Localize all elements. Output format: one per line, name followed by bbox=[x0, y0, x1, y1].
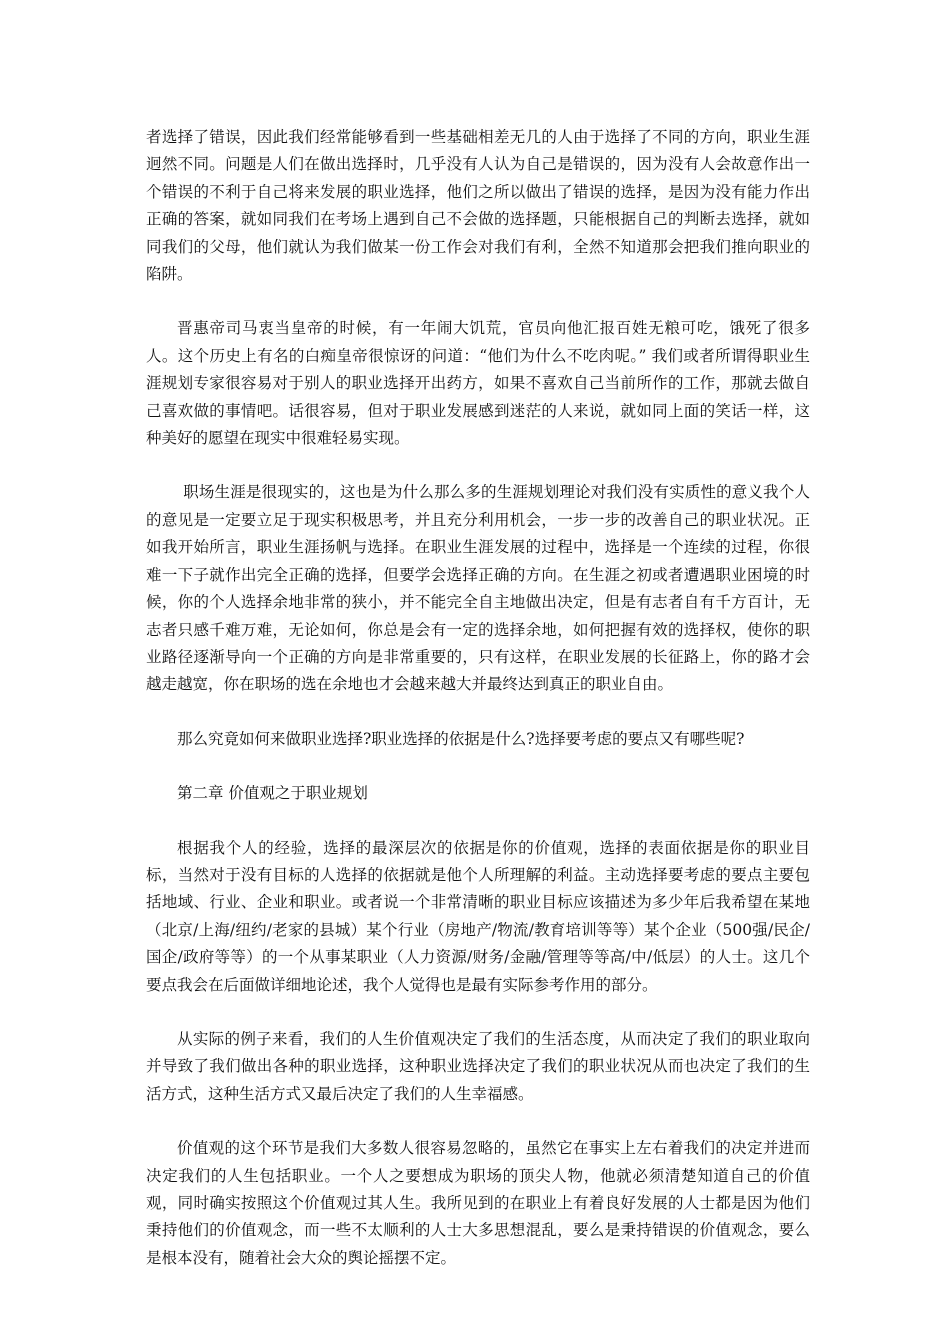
paragraph-continuation: 者选择了错误，因此我们经常能够看到一些基础相差无几的人由于选择了不同的方向，职业生涯迥然不同。问题是人们在做出选择时，几乎没有人认为自己是错误的，因为没有人会故意作出一个错误的不利于自己将来发展的职业选择，他们之所以做出了错误的选择，是因为没有能力作出正确的答案，就如同我们在考场上遇到自己不会做的选择题，只能根据自己的判断去选择，就如同我们的父母，他们就认为我们做某一份工作会对我们有利，全然不知道那会把我们推向职业的陷阱。 bbox=[146, 128, 810, 284]
document-body bbox=[146, 124, 810, 1299]
paragraph-career-reality: 职场生涯是很现实的，这也是为什么那么多的生涯规划理论对我们没有实质性的意义我个人的意见是一定要立足于现实积极思考，并且充分利用机会，一步一步的改善自己的职业状况。正如我开始所言，职业生涯扬帆与选择。在职业生涯发展的过程中，选择是一个连续的过程，你很难一下子就作出完全正确的选择，但要学会选择正确的方向。在生涯之初或者遭遇职业困境的时候，你的个人选择余地非常的狭小，并不能完全自主地做出决定，但是有志者自有千方百计，无志者只感千难万难，无论如何，你总是会有一定的选择余地，如何把握有效的选择权，使你的职业路径逐渐导向一个正确的方向是非常重要的，只有这样，在职业发展的长征路上，你的路才会越走越宽，你在职场的选在余地也才会越来越大并最终达到真正的职业自由。 bbox=[146, 483, 810, 694]
paragraph-values-overlooked: 价值观的这个环节是我们大多数人很容易忽略的，虽然它在事实上左右着我们的决定并进而决定我们的人生包括职业。一个人之要想成为职场的顶尖人物，他就必须清楚知道自己的价值观，同时确实按照这个价值观过其人生。我所见到的在职业上有着良好发展的人士都是因为他们秉持他们的价值观念，而一些不太顺利的人士大多思想混乱，要么是秉持错误的价值观念，要么是根本没有，随着社会大众的舆论摇摆不定。 bbox=[146, 1139, 810, 1267]
chapter-heading: 第二章 价值观之于职业规划 bbox=[177, 784, 368, 803]
paragraph-jin-huidi: 晋惠帝司马衷当皇帝的时候，有一年闹大饥荒，官员向他汇报百姓无粮可吃，饿死了很多人。这个历史上有名的白痴皇帝很惊讶的问道：“他们为什么不吃肉呢。” 我们或者所谓得职业生涯规划专家很容易对于别人的职业选择开出药方，如果不喜欢自己当前所作的工作，那就去做自己喜欢做的事情吧。话很容易，但对于职业发展感到迷茫的人来说，就如同上面的笑话一样，这种美好的愿望在现实中很难轻易实现。 bbox=[146, 319, 810, 448]
paragraph-values-basis: 根据我个人的经验，选择的最深层次的依据是你的价值观，选择的表面依据是你的职业目标，当然对于没有目标的人选择的依据就是他个人所理解的利益。主动选择要考虑的要点主要包括地域、行业、企业和职业。或者说一个非常清晰的职业目标应该描述为多少年后我希望在某地（北京/上海/纽约/老家的县城）某个行业（房地产/物流/教育培训等等）某个企业（500强/民企/国企/政府等等）的一个从事某职业（人力资源/财务/金融/管理等等高/中/低层）的人士。这几个要点我会在后面做详细地论述，我个人觉得也是最有实际参考作用的部分。 bbox=[146, 838, 810, 994]
paragraph-life-values: 从实际的例子来看，我们的人生价值观决定了我们的生活态度，从而决定了我们的职业取向并导致了我们做出各种的职业选择，这种职业选择决定了我们的职业状况从而也决定了我们的生活方式，这种生活方式又最后决定了我们的人生幸福感。 bbox=[146, 1029, 810, 1103]
paragraph-question: 那么究竟如何来做职业选择?职业选择的依据是什么?选择要考虑的要点又有哪些呢? bbox=[177, 729, 745, 748]
